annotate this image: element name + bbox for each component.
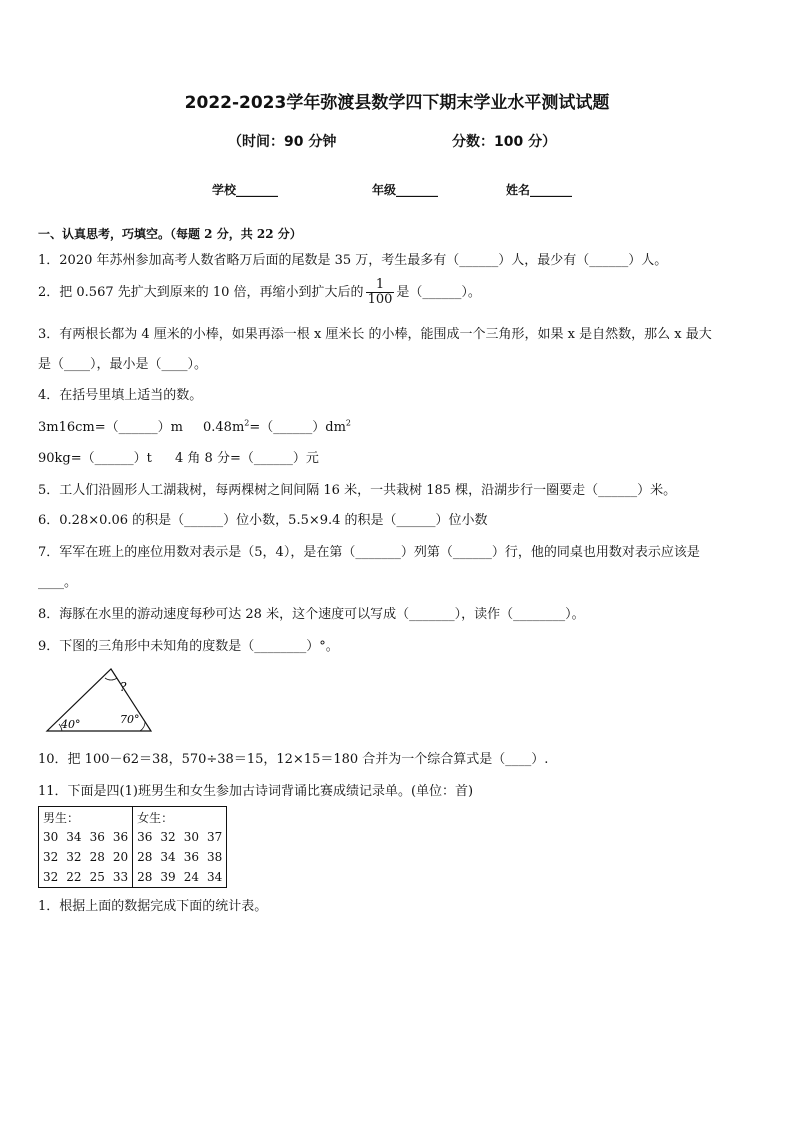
table-cell: 32 (43, 870, 59, 884)
q4b-sup: 2 (244, 418, 250, 428)
girls-table (133, 807, 226, 887)
table-cell: 34 (206, 870, 223, 884)
table-cell: 33 (112, 870, 129, 884)
table-cell: 34 (66, 830, 82, 844)
question-7-line1: 7．军军在班上的座位用数对表示是（5，4），是在第（_______）列第（______）行，他的同桌也用数对表示应该是 (38, 545, 700, 560)
table-cell: 30 (183, 830, 199, 844)
question-3-line1: 3．有两根长都为 4 厘米的小棒，如果再添一根 x 厘米长 的小棒，能围成一个三角形，如果 x 是自然数，那么 x 最大 (38, 327, 712, 342)
question-4b (203, 416, 351, 435)
q4b-mid: =（______）dm (249, 420, 346, 435)
q4b-sup2: 2 (345, 418, 352, 428)
table-cell: 20 (112, 850, 129, 864)
table-cell: 28 (137, 850, 153, 864)
question-6: 6．0.28×0.06 的积是（______）位小数，5.5×9.4 的积是（______）位小数 (38, 513, 488, 528)
girls-label: 女生： (137, 810, 174, 825)
girls-panel (133, 807, 227, 888)
table-cell: 32 (43, 850, 59, 864)
page-title: 2022-2023学年弥渡县数学四下期末学业水平测试试题 (184, 93, 610, 113)
angle-arc-top (105, 678, 117, 680)
section-heading: 一、认真思考，巧填空。（每题 2 分，共 22 分） (38, 227, 302, 241)
table-row (39, 867, 132, 887)
fraction-numerator: 1 (366, 278, 395, 293)
school-field: 学校_______ (212, 183, 279, 197)
table-cell: 39 (160, 870, 176, 884)
table-cell: 28 (137, 870, 153, 884)
question-11-sub1: 1．根据上面的数据完成下面的统计表。 (38, 899, 268, 914)
table-row (133, 847, 226, 867)
question-11: 11．下面是四(1)班男生和女生参加古诗词背诵比赛成绩记录单。(单位：首) (38, 784, 474, 799)
boys-table (39, 807, 132, 887)
question-7-line2: ____。 (38, 575, 78, 590)
table-row (39, 827, 132, 847)
question-4a: 3m16cm=（______）m (38, 420, 183, 435)
question-4d: 4 角 8 分=（______）元 (175, 451, 319, 466)
name-field: 姓名_______ (506, 183, 573, 197)
table-cell: 36 (183, 850, 199, 864)
table-cell: 24 (183, 870, 199, 884)
angle-label-left: 40° (61, 718, 81, 731)
table-cell: 25 (89, 870, 105, 884)
fraction-denominator: 100 (367, 292, 393, 307)
exam-time: （时间：90 分钟 (228, 134, 337, 150)
grade-field: 年级_______ (372, 183, 439, 197)
table-cell: 32 (66, 850, 82, 864)
question-4: 4．在括号里填上适当的数。 (38, 388, 203, 403)
table-cell: 37 (206, 830, 223, 844)
table-cell: 36 (112, 830, 129, 844)
table-row (133, 827, 226, 847)
boys-label: 男生： (43, 810, 80, 825)
table-cell: 32 (160, 830, 176, 844)
boys-panel (39, 807, 133, 888)
question-8: 8．海豚在水里的游动速度每秒可达 28 米，这个速度可以写成（_______），读作（________）。 (38, 607, 585, 622)
table-row (39, 847, 132, 867)
question-3-line2: 是（____），最小是（____）。 (38, 357, 208, 372)
table-cell: 22 (66, 870, 82, 884)
question-9: 9．下图的三角形中未知角的度数是（________）°。 (38, 639, 339, 654)
exam-score: 分数：100 分） (452, 134, 557, 150)
question-2-tail: 是（______）。 (396, 285, 481, 300)
table-cell: 36 (137, 830, 153, 844)
triangle-figure (44, 665, 156, 735)
question-2-text: 2．把 0.567 先扩大到原来的 10 倍，再缩小到扩大后的 (38, 285, 364, 300)
angle-label-unknown: ? (120, 680, 127, 694)
angle-arc-right (140, 721, 145, 731)
score-table (38, 806, 227, 888)
question-1: 1．2020 年苏州参加高考人数省略万后面的尾数是 35 万，考生最多有（______）人，最少有（______）人。 (38, 253, 668, 268)
table-cell: 38 (206, 850, 223, 864)
fraction (366, 278, 395, 307)
table-cell: 34 (160, 850, 176, 864)
angle-label-right: 70° (120, 713, 140, 726)
table-cell: 36 (89, 830, 105, 844)
q4b-pre: 0.48m (203, 420, 245, 435)
table-cell: 28 (89, 850, 105, 864)
question-5: 5．工人们沿圆形人工湖栽树，每两棵树之间间隔 16 米，一共栽树 185 棵，沿湖步行一圈要走（______）米。 (38, 483, 677, 498)
table-cell: 30 (43, 830, 59, 844)
question-10: 10．把 100－62＝38，570÷38＝15，12×15＝180 合并为一个综合算式是（____）. (38, 752, 549, 767)
question-2 (38, 278, 481, 307)
table-row (133, 867, 226, 887)
question-4c: 90kg=（______）t (38, 451, 152, 466)
